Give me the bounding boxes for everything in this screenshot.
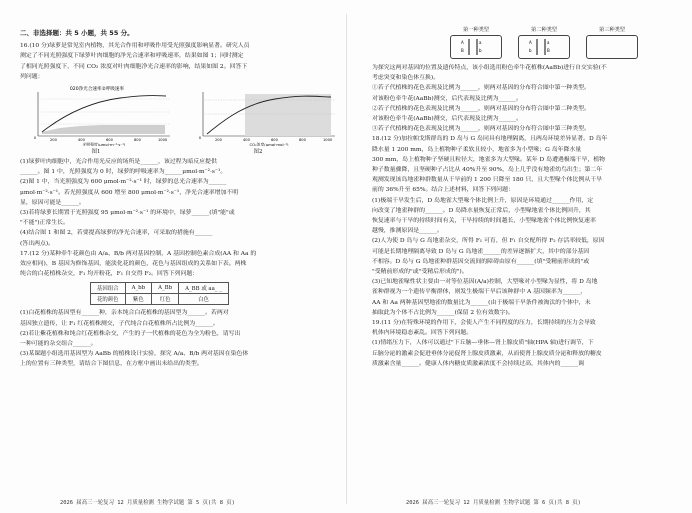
type-1-chromosomes [451, 36, 501, 58]
q17-cont-line: ②若子代植株的花色表现及比例为______，则两对基因的分布符合图中第二种类型。 [372, 105, 590, 112]
table-cell: 白色 [179, 294, 229, 305]
q17-cont-line: ③若子代植株的花色表现及比例为______，则两对基因的分布符合图中第三种类型。 [372, 126, 590, 133]
page-5-footer: 2026 届高三一轮复习 12 月质量检测 生物学试题 第 5 页(共 8 页) [60, 500, 235, 506]
q17-line: 纯合的白花植株杂交，F₁ 均开粉花，F₁ 自交得 F₂。回答下列问题： [20, 271, 199, 278]
gene-type-diagrams [450, 26, 678, 59]
q19-line: 质激素含量______。健康人体内糖皮质激素浓度不会持续过高，其体内的______调 [372, 360, 585, 367]
q16-line: 列问题： [20, 73, 44, 80]
svg-text:b: b [479, 48, 482, 53]
q18-line: 18.(12 分)加拉帕戈斯群岛的 D 岛与 G 岛同具有地理隔离，且两岛环境差异显著。D 岛年 [372, 136, 608, 143]
q17-item: (1)白花植株的基因型有______种，亲本纯合白花植株的基因型为______。若两对 [20, 310, 229, 317]
figure-1-xlabel: 光照强度(μmol·m⁻²·s⁻¹) [82, 142, 126, 147]
table-cell: A_Bb [152, 283, 179, 294]
svg-text:400: 400 [78, 138, 85, 143]
q18-line: 降水量 1 200 mm，岛上植物种子柔软且较小，地雀多为小型喙；G 岛年降水量 [372, 146, 582, 153]
table-cell: 红色 [152, 294, 179, 305]
type-1-label: 第一种类型 [463, 27, 489, 33]
figure-1-caption: 图1 [91, 149, 101, 156]
figure-2 [185, 84, 340, 146]
svg-text:200: 200 [50, 138, 57, 143]
type-3-answer-box[interactable] [586, 35, 638, 59]
q17-line: 17.(12 分)某种牵牛花颜色由 A/a、B/b 两对基因控制，A 基因控制色素合成(AA 和 Aa 的 [20, 250, 257, 257]
q17-cont-line: ①若子代植株的花色表现及比例为______，则两对基因的分布符合图中第一种类型。 [372, 85, 590, 92]
svg-text:1000: 1000 [323, 138, 333, 143]
table-cell: 花的颜色 [91, 294, 126, 305]
svg-text:0: 0 [198, 136, 201, 141]
q18-item: 抽取此为个体不占比例为______(保留 2 位有效数字)。 [372, 309, 514, 316]
q18-line: 前的 36%升至 65%。结合上述材料，回答下列问题： [372, 187, 514, 194]
q16-item: (2)图 1 中，当光照强度为 600 μmol·m⁻²·s⁻¹ 时，绿萝的总光合速率为______ [20, 179, 227, 186]
figure-2-plot [185, 84, 340, 146]
q18-item: 雀种群视为一个遗传平衡群体，则发生极端干旱后该种群中 A 基因频率为______， [372, 289, 587, 296]
q16-item: (4)结合图 1 和图 2，若要提高绿萝的净光合速率，可采取的措施有______ [20, 230, 213, 237]
q19-line: 丘脑分泌的激素会促进垂体分泌促肾上腺皮质激素，从而使肾上腺皮质分泌和释放的糖皮 [372, 350, 602, 357]
q17-cont-line: 考虑突变和染色体互换)。 [372, 75, 440, 82]
type-1 [450, 26, 502, 59]
q18-line: 300 mm，岛上植物种子坚硬且粒径大，地雀多为大型喙。某年 D 岛遭遇极端干旱，植物 [372, 156, 606, 163]
svg-text:b: b [529, 48, 532, 53]
table-row [91, 283, 229, 294]
figure-1 [20, 84, 175, 146]
q16-item: (3)若将绿萝长期置于光照强度 95 μmol·m⁻²·s⁻¹ 的环境中，绿萝______(填"能"或 [20, 210, 235, 217]
svg-text:600: 600 [271, 138, 278, 143]
q16-item: ______。图 1 中，光照强度为 0 时，绿萝的呼吸速率为______μmol·m⁻²·s⁻¹。 [20, 169, 227, 176]
q16-item: 显，原因可能是______。 [20, 199, 85, 206]
genotype-table [90, 282, 229, 305]
svg-text:0: 0 [33, 136, 36, 141]
section-heading: 二、非选择题：共 5 小题，共 55 分。 [20, 29, 134, 37]
q17-line: 效应相同)，B 基因为修饰基因，能淡化花的颜色，花色与基因组成的关系如下表。两株 [20, 261, 247, 268]
q16-figures [20, 84, 334, 146]
q18-item: 恢复速率与干旱的持续时间有关，干旱持续的时间越长，小型喙地雀个体比例恢复速率 [372, 218, 596, 225]
q18-item: "受精前形成的"或"受精后形成的")。 [372, 269, 468, 276]
q16-line: 了相同光照强度下，不同 CO₂ 浓度对叶肉细胞净光合速率的影响，结果如图 2。回答下 [20, 63, 248, 70]
table-cell: 紫色 [125, 294, 152, 305]
page-6-footer: 2026 届高三一轮复习 12 月质量检测 生物学试题 第 6 页(共 8 页) [406, 500, 581, 506]
q19-line: 机体内环境稳态紊乱。回答下列问题。 [372, 330, 473, 337]
svg-text:800: 800 [134, 138, 141, 143]
q17-item: 基因独立遗传，让 F₁ 红花植株测交，子代纯合白花植株所占比例为______。 [20, 320, 219, 327]
q17-item: 上的位置有三种类型，请结合下图信息，在方框中画出未给出的类型。 [20, 361, 203, 368]
figure-captions [20, 147, 334, 155]
figure-2-xlabel: CO₂浓度(μmol·mol⁻¹) [249, 142, 289, 147]
svg-text:B: B [461, 48, 464, 53]
svg-text:1000: 1000 [158, 138, 168, 143]
q16-item: (答出两点)。 [20, 240, 55, 247]
q18-item: 不相容。D 岛与 G 岛地雀种群基因交流间的障碍由原有______(填"受精前形成的"或 [372, 258, 590, 265]
type-1-box [450, 35, 502, 59]
table-cell: 基因组合 [91, 283, 126, 294]
q16-item: "不能")正常生长。 [20, 220, 69, 227]
q18-line: 种子数量骤降，且坚硬种子占比从 40%升至 90%，岛上几乎没有地雀幼鸟出生；第二年 [372, 167, 603, 174]
svg-text:600: 600 [106, 138, 113, 143]
q16-line: 测定了不同光照强度下绿萝叶肉细胞的净光合速率和呼吸速率，结果如图 1；同时测定 [20, 53, 244, 60]
q17-cont-line: 对该粉色牵牛花(AaBb)测交，后代表现及比例为______。 [372, 116, 523, 123]
svg-text:a: a [479, 40, 482, 45]
svg-text:400: 400 [243, 138, 250, 143]
q16-item: μmol·m⁻²·s⁻¹。若光照强度从 600 增至 800 μmol·m⁻²·s⁻¹，净光合速率增加不明 [20, 189, 239, 196]
q18-item: (1)极端干旱发生后，D 岛地雀大型喙个体比例上升，原因是环境通过______作用，定 [372, 197, 594, 204]
type-3 [586, 26, 638, 59]
q18-item: (3)已知地雀喙性状主要由一对等位基因(A/a)控制，大型喙对小型喙为显性，将 D 岛地 [372, 279, 598, 286]
q17-cont-line: 为探究这两对基因的位置及遗传特点，该小组选用粉色牵牛花植株(AaBb)进行自交实验(不 [372, 65, 607, 71]
figure-1-respiration-band [42, 125, 165, 134]
q19-line: (1)情绪压力下，人体可以通过"下丘脑—垂体—肾上腺皮质"轴(HPA 轴)进行调节，下 [372, 340, 594, 347]
svg-text:800: 800 [299, 138, 306, 143]
page-6 [346, 0, 692, 513]
svg-text:200: 200 [215, 138, 222, 143]
figure-2-caption: 图2 [253, 149, 263, 156]
type-2-label: 第二种类型 [531, 27, 557, 33]
table-cell: A_bb [125, 283, 152, 294]
type-2 [518, 26, 570, 59]
q18-item: 越慢，推测原因是______。 [372, 228, 443, 235]
q17-item: (2)若让紫花植株和纯合红花植株杂交，产生的子一代植株的花色为全为粉色，请写出 [20, 330, 241, 337]
q18-item: (2)人为使 D 岛与 G 岛地雀杂交，所得 F₁ 可育，但 F₁ 自交配所得 F₂ 存活率较低，原因 [372, 238, 605, 245]
q18-item: 向改变了地雀种群的______。D 岛降水量恢复正常后，小型喙地雀个体比例回升，其 [372, 207, 591, 214]
svg-text:a: a [547, 40, 550, 45]
q16-line: 16.(10 分)绿萝是常见室内植物，其光合作用和呼吸作用受光照强度影响显著。研究人员 [20, 43, 250, 50]
q17-item: 一种可能的杂交组合______。 [20, 341, 97, 348]
q18-line: 观测发现该岛地雀种群数量从干旱前的 1 200 只降至 180 只，且大型喙个体比例从干旱 [372, 177, 602, 184]
q19-line: 19.(11 分)在特殊环境的作用下，会使人产生不同程度的压力，长期持续的压力会导致 [372, 320, 596, 327]
type-3-label: 第三种类型 [599, 27, 625, 33]
q18-item: AA 和 Aa 两种基因型地雀的数量比为______(由于极端干旱条件被淘汰的个体中，未 [372, 299, 591, 306]
svg-text:A: A [529, 40, 532, 45]
q17-item: (3)某课题小组选用基因型为 AaBb 的植株设计实验，探究 A/a、B/b 两对基因在染色体 [20, 351, 249, 358]
figure-1-title: 020净光合速率②呼吸速率 [69, 87, 125, 93]
table-row [91, 294, 229, 305]
svg-text:A: A [461, 40, 464, 45]
q18-item: 可能是长期地理隔离导致 D 岛与 G 岛地雀______的差异逐渐扩大，其中的部分基因 [372, 248, 590, 255]
figure-2-shaded-region [245, 94, 331, 136]
figure-1-plot [20, 84, 175, 146]
table-cell: A_BB 或 aa_ _ [179, 283, 229, 294]
type-2-box [518, 35, 570, 59]
type-2-chromosomes [519, 36, 569, 58]
svg-text:B: B [547, 48, 550, 53]
q16-item: (1)绿萝叶肉细胞中，光合作用光反应的场所是______，该过程为暗反应提供 [20, 159, 217, 166]
q17-cont-line: 对该粉色牵牛花(AaBb)测交，后代表现及比例为______。 [372, 95, 523, 102]
